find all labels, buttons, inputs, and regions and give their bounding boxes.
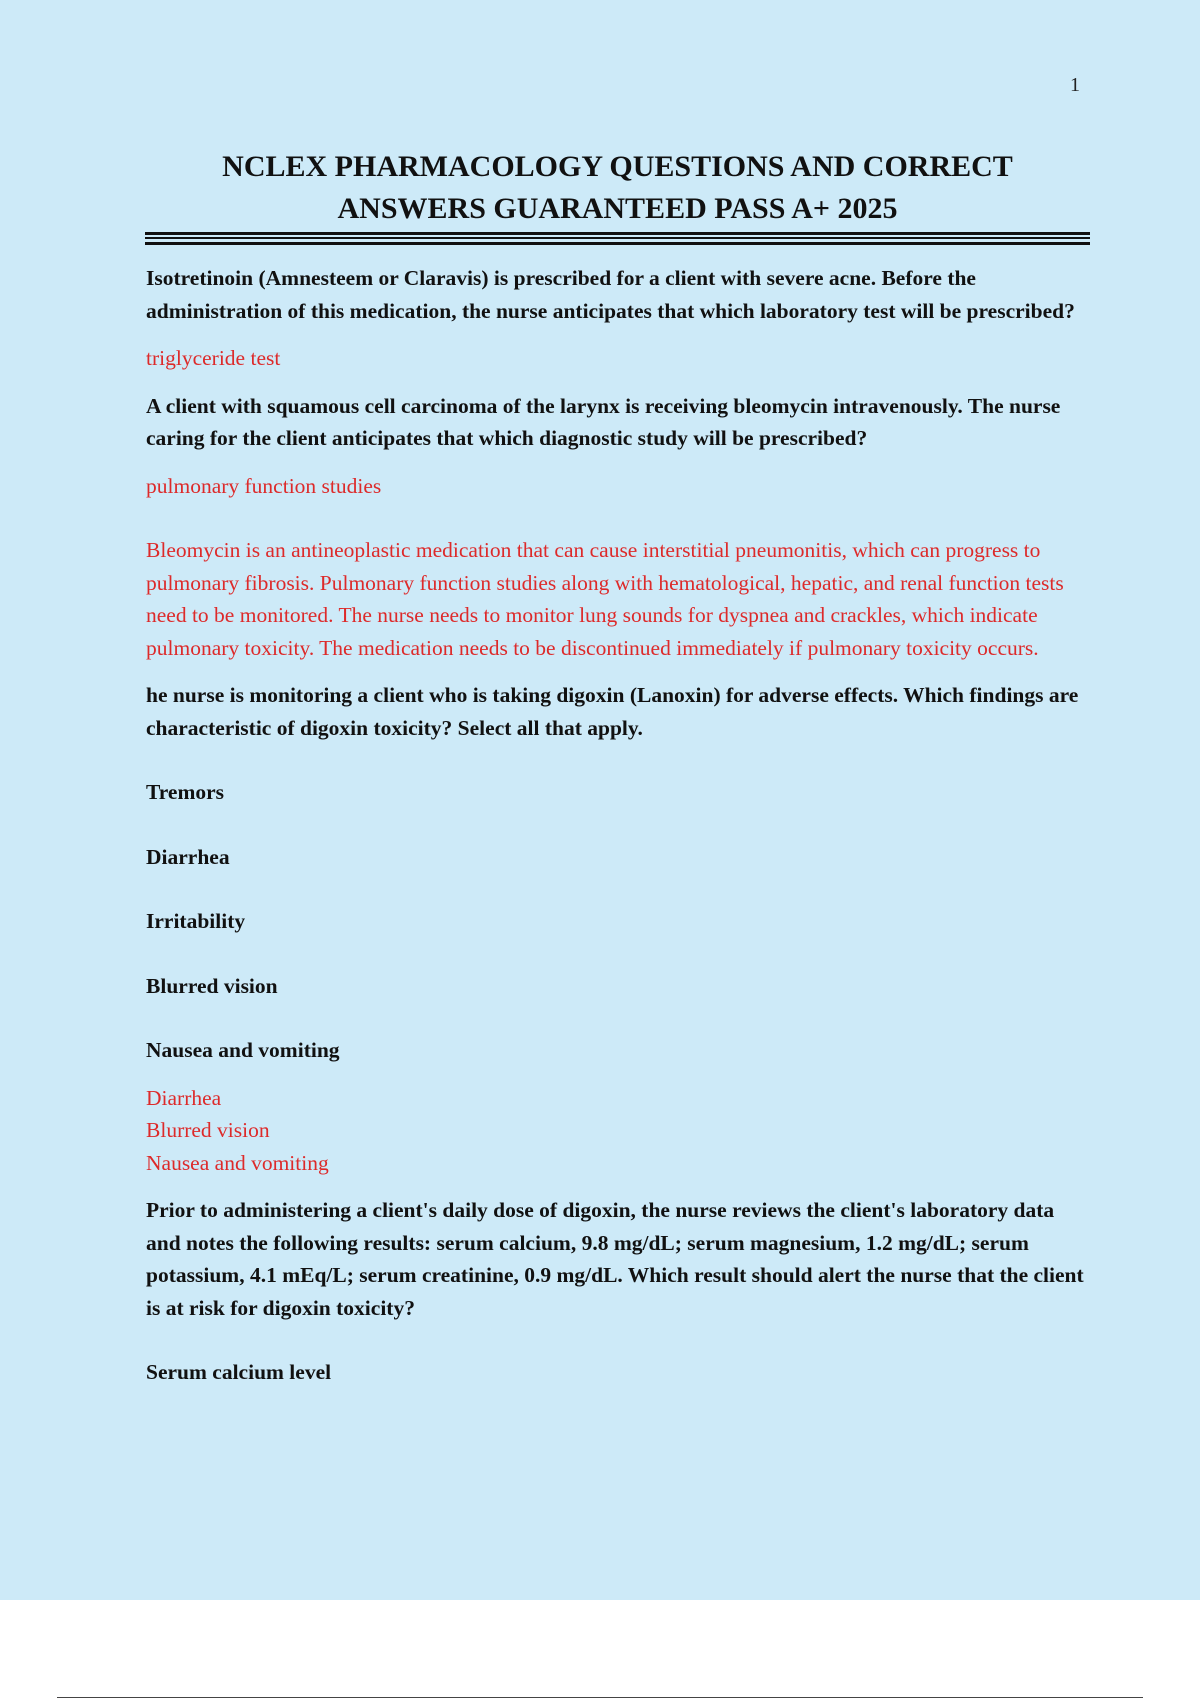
question-4: Prior to administering a client's daily dose of digoxin, the nurse reviews the client's laboratory data and notes the following results: serum calcium, 9.8 mg/dL; serum magnesium, 1.2 mg/dL; serum potassium, 4.1 mEq/L; serum creatinine, 0.9 mg/dL. Which result should alert the nurse that the client is at risk for digoxin toxicity? — [146, 1198, 1084, 1320]
option-item: Blurred vision — [146, 973, 278, 998]
answer-item: Diarrhea — [146, 1085, 222, 1110]
question-3: he nurse is monitoring a client who is taking digoxin (Lanoxin) for adverse effects. Which findings are characteristic of digoxin toxicity? Select all that apply. — [146, 683, 1079, 740]
answer-2: pulmonary function studies — [146, 473, 382, 498]
answers-3 — [146, 1082, 1090, 1180]
option-item: Irritability — [146, 909, 246, 933]
answer-item: Nausea and vomiting — [146, 1150, 329, 1175]
title-line-1: NCLEX PHARMACOLOGY QUESTIONS AND CORRECT — [222, 150, 1013, 183]
footer-rule — [57, 1697, 1143, 1698]
answer-1: triglyceride test — [146, 346, 281, 370]
rationale-2: Bleomycin is an antineoplastic medication that can cause interstitial pneumonitis, which can progress to pulmonary fibrosis. Pulmonary function studies along with hematological, hepatic, and renal function tests need to be monitored. The nurse needs to monitor lung sounds for dyspnea and crackles, which indicate pulmonary toxicity. The medication needs to be discontinued immediately if pulmonary toxicity occurs. — [146, 538, 1064, 660]
title-line-2: ANSWERS GUARANTEED PASS A+ 2025 — [337, 192, 898, 225]
title-divider-bottom — [145, 242, 1090, 245]
option-item: Nausea and vomiting — [146, 1038, 340, 1062]
page-number: 1 — [1070, 74, 1080, 96]
page-title — [145, 146, 1090, 230]
option-item: Serum calcium level — [146, 1360, 332, 1384]
qa-content — [146, 262, 1090, 1421]
option-item: Diarrhea — [146, 844, 230, 869]
question-1: Isotretinoin (Amnesteem or Claravis) is prescribed for a client with severe acne. Before the administration of this medication, the nurse anticipates that which laboratory test will be prescribed? — [146, 266, 1075, 323]
title-divider-middle — [145, 237, 1090, 239]
question-2: A client with squamous cell carcinoma of the larynx is receiving bleomycin intravenously. The nurse caring for the client anticipates that which diagnostic study will be prescribed? — [146, 393, 1061, 450]
answer-item: Blurred vision — [146, 1118, 270, 1142]
option-item: Tremors — [146, 780, 225, 804]
title-divider-top — [145, 232, 1090, 235]
